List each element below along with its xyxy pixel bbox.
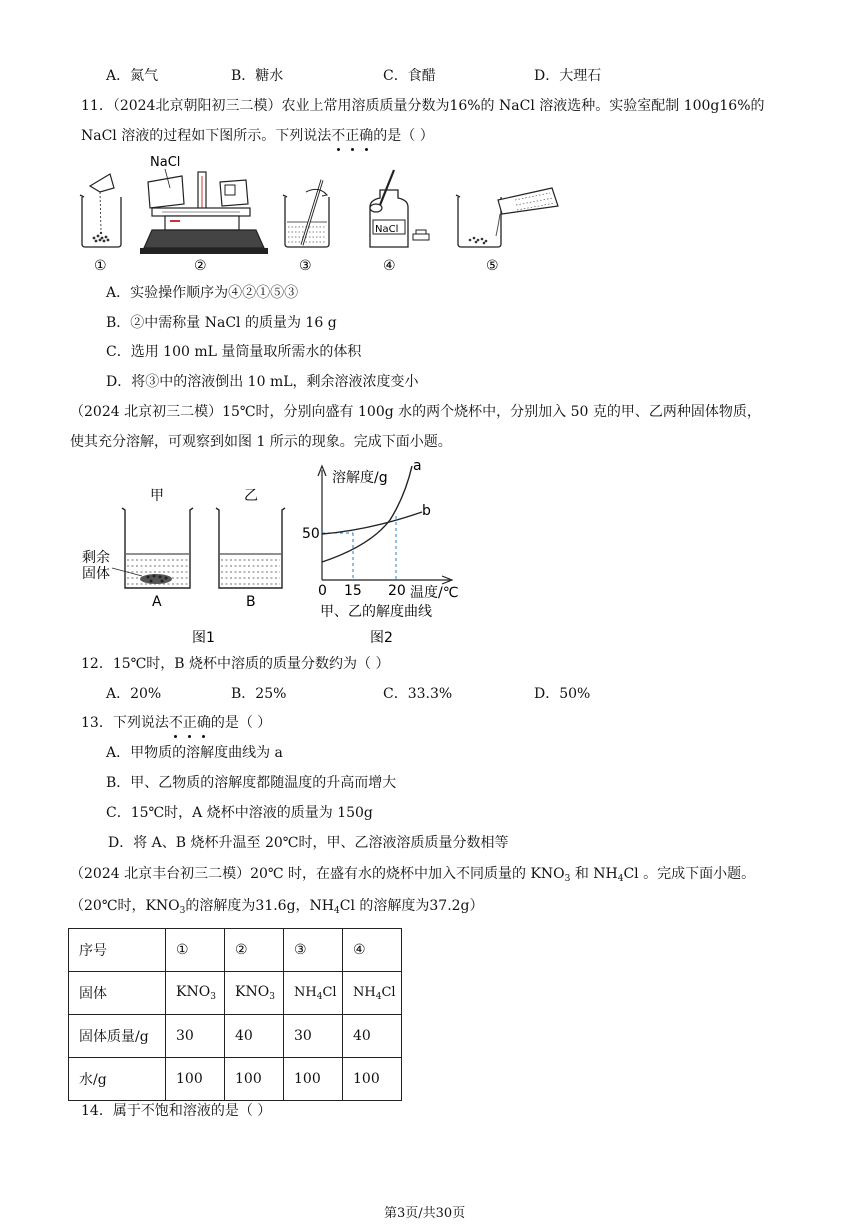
emphasis-char: 确: [359, 128, 374, 144]
table-cell: [166, 972, 225, 1015]
table-row: [69, 1015, 402, 1058]
table-cell: 40: [343, 1015, 402, 1058]
table-cell: [284, 972, 343, 1015]
page-footer: 第3页/共30页: [384, 1206, 466, 1221]
step-label-4: ④: [383, 258, 396, 274]
table-cell: ③: [284, 929, 343, 972]
chart-ytick-50: 50: [302, 526, 320, 542]
curve-a-label: a: [413, 458, 422, 474]
subscript: 3: [564, 874, 571, 884]
residue-label-1: 剩余: [82, 550, 110, 566]
table-cell: 100: [166, 1058, 225, 1101]
table-cell: 水/g: [69, 1058, 166, 1101]
q10-option-c: C．食醋: [383, 68, 436, 84]
experiment-table: [68, 928, 402, 1101]
table-cell: 100: [284, 1058, 343, 1101]
table-cell: ④: [343, 929, 402, 972]
solubility-chart: [302, 458, 458, 646]
formula: KNO: [176, 984, 211, 1000]
q11-option-c: C．选用 100 mL 量筒量取所需水的体积: [106, 344, 362, 360]
q11-option-a: A．实验操作顺序为④②①⑤③: [106, 285, 299, 301]
figure1-caption: 图1: [192, 630, 215, 646]
subscript: 3: [269, 992, 275, 1002]
formula-tail: Cl: [381, 984, 396, 1000]
table-cell: 30: [284, 1015, 343, 1058]
formula: KNO: [235, 984, 270, 1000]
beaker-a-label: A: [152, 594, 162, 610]
table-cell: 30: [166, 1015, 225, 1058]
subscript: 4: [375, 991, 382, 1002]
group2-figures: [70, 458, 490, 650]
step-label-3: ③: [299, 258, 312, 274]
q13-option-c: C．15℃时，A 烧杯中溶液的质量为 150g: [106, 805, 373, 821]
step4-bottle: [370, 170, 429, 247]
curve-b-label: b: [422, 503, 431, 519]
step2-balance: [140, 155, 268, 254]
chart-ylabel: 溶解度/g: [332, 470, 388, 486]
emphasis-char: 不: [168, 715, 183, 731]
chart-subtitle: 甲、乙的解度曲线: [320, 604, 432, 620]
table-cell: 100: [225, 1058, 284, 1101]
table-cell: 序号: [69, 929, 166, 972]
beaker-a-top-label: 甲: [150, 488, 164, 504]
emphasis-char: 正: [182, 715, 197, 731]
step-label-2: ②: [194, 258, 207, 274]
group2-intro-line1: （2024 北京初三二模）15℃时，分别向盛有 100g 水的两个烧杯中，分别加入 50 克的甲、乙两种固体物质，: [70, 404, 761, 420]
chart-xlabel: 温度/℃: [410, 585, 459, 601]
formula-tail: Cl: [322, 984, 337, 1000]
table-cell: 40: [225, 1015, 284, 1058]
group3-intro-line2: [70, 896, 484, 921]
figure2-caption: 图2: [370, 630, 393, 646]
q13-option-b: B．甲、乙物质的溶解度都随温度的升高而增大: [106, 775, 397, 791]
step5-beaker: [456, 188, 558, 247]
group2-intro-line2: 使其充分溶解，可观察到如图 1 所示的现象。完成下面小题。: [70, 434, 452, 450]
table-row: [69, 929, 402, 972]
beaker-b-label: B: [246, 594, 256, 610]
subscript: 4: [334, 906, 340, 916]
table-cell: [343, 972, 402, 1015]
q10-option-b: B．糖水: [231, 68, 284, 84]
q12-option-b: B．25%: [231, 686, 287, 702]
table-cell: ②: [225, 929, 284, 972]
table-cell: ①: [166, 929, 225, 972]
residue-label-2: 固体: [82, 566, 110, 582]
nacl-label-top: NaCl: [150, 155, 181, 170]
step1-beaker: [80, 174, 121, 247]
emphasis-char: 确: [196, 715, 211, 731]
formula: NH: [353, 984, 376, 1000]
table-row: [69, 1058, 402, 1101]
emphasis-char: 正: [345, 128, 360, 144]
table-cell: 100: [343, 1058, 402, 1101]
emphasis-char: 不: [331, 128, 346, 144]
group3-intro-text-c: Cl 。完成下面小题。: [623, 866, 756, 882]
chart-xtick-20: 20: [388, 583, 406, 599]
group3-intro-line1: [70, 864, 755, 889]
step-label-5: ⑤: [486, 258, 499, 274]
q10-option-a: A．氮气: [106, 68, 159, 84]
step3-beaker: [283, 180, 329, 247]
q13-option-a: A．甲物质的溶解度曲线为 a: [106, 745, 283, 761]
q10-option-d: D．大理石: [534, 68, 602, 84]
q13-option-d: D．将 A、B 烧杯升温至 20℃时，甲、乙溶液溶质质量分数相等: [108, 835, 509, 851]
group3-note-c: Cl 的溶解度为37.2g）: [339, 898, 484, 914]
q11-stem-end: 的是（ ）: [373, 128, 434, 144]
step-label-1: ①: [94, 258, 107, 274]
subscript: 3: [179, 906, 186, 916]
q12-option-c: C．33.3%: [383, 686, 453, 702]
curve-b: [322, 512, 422, 534]
nacl-bottle-label: NaCl: [375, 224, 399, 235]
table-row: [69, 972, 402, 1015]
q11-stem-line1: 11．（2024北京朝阳初三二模）农业上常用溶质质量分数为16%的 NaCl 溶液选种。实验室配制 100g16%的: [81, 98, 765, 114]
q11-stem-text: NaCl 溶液的过程如下图所示。下列说法: [81, 128, 332, 144]
q13-stem-text: 13．下列说法: [81, 715, 169, 731]
q12-option-a: A．20%: [106, 686, 162, 702]
subscript: 4: [316, 991, 323, 1002]
subscript: 3: [210, 992, 216, 1002]
q14-stem: 14．属于不饱和溶液的是（ ）: [81, 1103, 272, 1119]
group3-note-a: （20℃时，KNO: [70, 898, 180, 914]
group3-note-b: 的溶解度为31.6g，NH: [185, 898, 334, 914]
q13-stem-end: 的是（ ）: [210, 715, 272, 731]
q12-stem: 12．15℃时，B 烧杯中溶质的质量分数约为（ ）: [81, 656, 390, 672]
group3-intro-text-b: 和 NH: [570, 866, 618, 882]
q12-option-d: D．50%: [534, 686, 591, 702]
group3-intro-text-a: （2024 北京丰台初三二模）20℃ 时，在盛有水的烧杯中加入不同质量的 KNO: [70, 866, 565, 882]
q11-option-d: D．将③中的溶液倒出 10 mL，剩余溶液浓度变小: [106, 374, 419, 390]
subscript: 4: [617, 874, 624, 884]
table-cell: [225, 972, 284, 1015]
q11-stem-line2: [81, 126, 434, 146]
beaker-b-top-label: 乙: [244, 488, 258, 504]
table-cell: 固体: [69, 972, 166, 1015]
q11-figure: [70, 152, 570, 277]
q11-option-b: B．②中需称量 NaCl 的质量为 16 g: [106, 315, 337, 331]
chart-xtick-0: 0: [318, 583, 327, 599]
chart-xtick-15: 15: [344, 583, 362, 599]
formula: NH: [294, 984, 317, 1000]
q13-stem: [81, 713, 271, 733]
table-cell: 固体质量/g: [69, 1015, 166, 1058]
